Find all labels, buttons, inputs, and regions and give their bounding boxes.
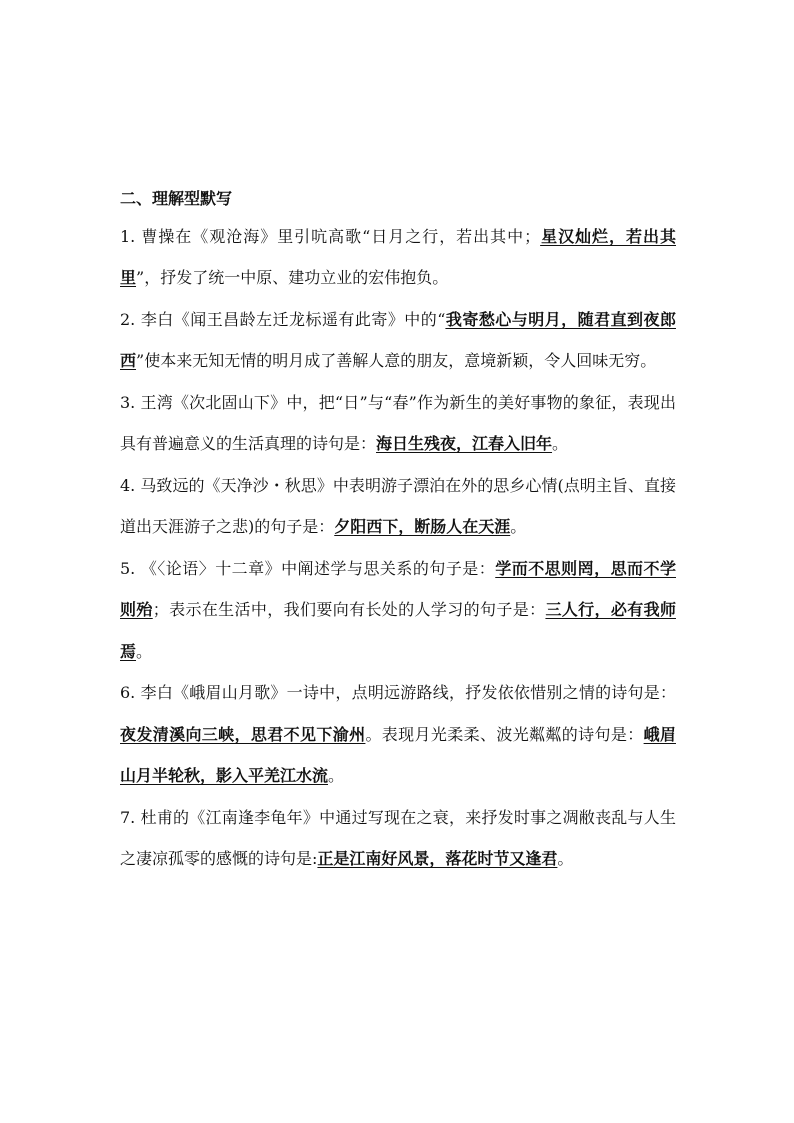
question-text: 。表现月光柔柔、波光粼粼的诗句是：	[365, 724, 644, 744]
answer-text: 星汉灿烂，若出其里	[120, 226, 676, 287]
question-text: 6. 李白《峨眉山月歌》一诗中，点明远游路线，抒发依依惜别之情的诗句是：	[120, 683, 676, 702]
question-text: 。	[552, 434, 569, 453]
question-text: 7. 杜甫的《江南逢李龟年》中通过写现在之衰，来抒发时事之凋敝丧乱与人生之凄凉孤零的感慨的诗句是:	[120, 807, 676, 868]
question-text: 3. 王湾《次北固山下》中，把“日”与“春”作为新生的美好事物的象征，表现出具有普遍意义的生活真理的诗句是：	[120, 392, 676, 453]
answer-text: 峨眉山月半轮秋，影入平羌江水流	[120, 724, 676, 785]
question-5	[120, 548, 676, 673]
answer-text: 我寄愁心与明月，随君直到夜郎西	[120, 309, 676, 370]
document-page	[120, 178, 676, 880]
question-3	[120, 382, 676, 465]
answer-text: 正是江南好风景，落花时节又逢君	[317, 849, 558, 868]
section-heading: 二、理解型默写	[120, 189, 233, 208]
question-2	[120, 299, 676, 382]
answer-text: 学而不思则罔，思而不学则殆	[120, 558, 676, 619]
answer-text: 三人行，必有我师焉	[120, 600, 676, 661]
question-text: 。	[136, 641, 153, 661]
question-text: 2. 李白《闻王昌龄左迁龙标遥有此寄》中的“	[120, 309, 446, 329]
question-text: ；表示在生活中，我们要向有长处的人学习的句子是：	[152, 600, 546, 619]
question-text: ”，抒发了统一中原、建功立业的宏伟抱负。	[136, 268, 449, 287]
answer-text: 海日生残夜，江春入旧年	[376, 434, 553, 453]
answer-text: 夕阳西下，断肠人在天涯	[334, 517, 511, 536]
question-text: 。	[510, 517, 527, 536]
question-text: 。	[557, 849, 574, 868]
question-6	[120, 672, 676, 797]
question-text: 4. 马致远的《天净沙・秋思》中表明游子漂泊在外的思乡心情(点明主旨、直接道出天涯游子之悲)的句子是：	[120, 475, 676, 536]
question-text: 。	[328, 766, 345, 785]
answer-text: 夜发清溪向三峡，思君不见下渝州	[120, 724, 366, 744]
question-text: 1. 曹操在《观沧海》里引吭高歌“日月之行，若出其中；	[120, 226, 541, 246]
question-text: 5. 《〈论语〉十二章》中阐述学与思关系的句子是：	[120, 558, 496, 578]
question-7	[120, 797, 676, 880]
question-4	[120, 465, 676, 548]
question-text: ”使本来无知无情的明月成了善解人意的朋友，意境新颖，令人回味无穷。	[136, 351, 657, 370]
question-1	[120, 216, 676, 299]
